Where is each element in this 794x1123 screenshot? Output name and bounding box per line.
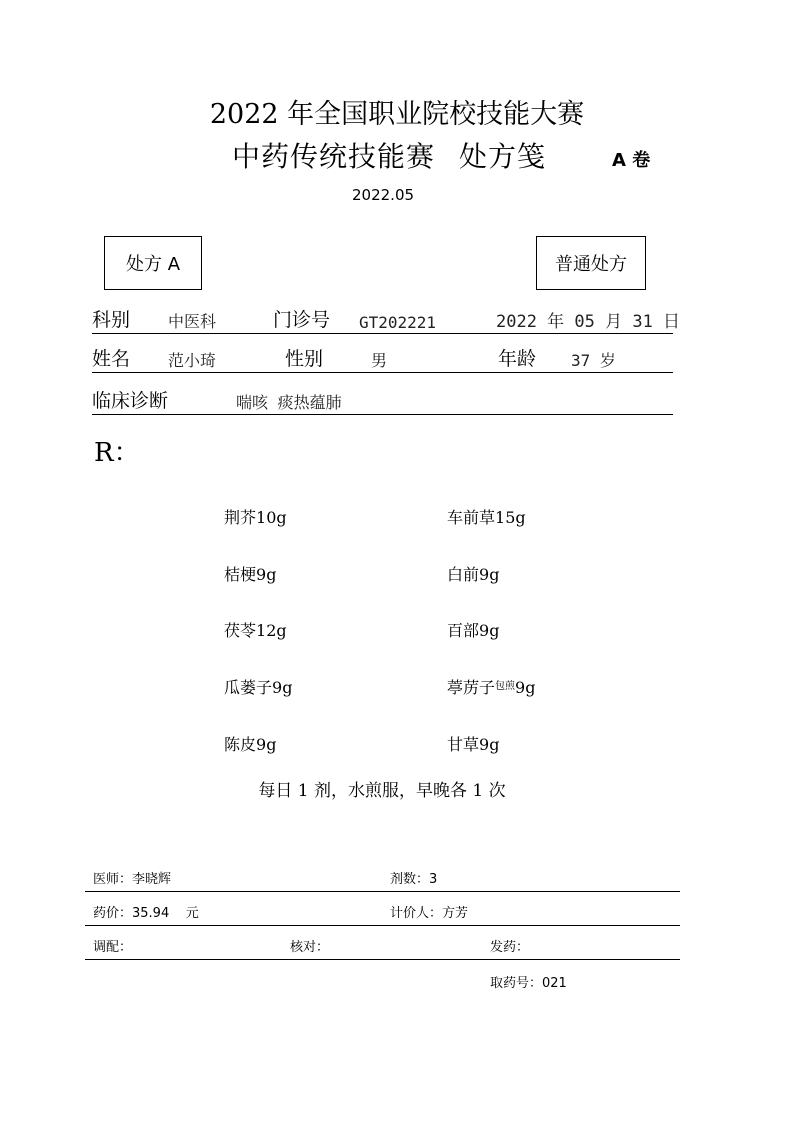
herb-item: 白前9g — [447, 565, 500, 584]
gender-value: 男 — [371, 351, 388, 370]
pricer: 计价人：方芳 — [390, 906, 469, 921]
herb-item: 桔梗9g — [224, 565, 277, 584]
visit-date: 2022 年 05 月 31 日 — [496, 312, 681, 332]
exam-date: 2022.05 — [352, 186, 415, 204]
dept-label: 科别 — [92, 309, 131, 331]
rx-symbol: R： — [94, 438, 140, 468]
volume-label: A 卷 — [612, 150, 651, 171]
dispense: 调配： — [93, 940, 133, 955]
usage-instructions: 每日 1 剂，水煎服，早晚各 1 次 — [258, 781, 506, 801]
name-label: 姓名 — [92, 348, 131, 370]
age-label: 年龄 — [498, 348, 537, 370]
footer-row-2 — [85, 901, 680, 926]
herb-item: 陈皮9g — [224, 735, 277, 754]
dept-value: 中医科 — [168, 312, 217, 331]
herb-item: 瓜蒌子9g — [224, 678, 293, 697]
title-competition: 中药传统技能赛 — [232, 140, 436, 173]
title-line-2 — [232, 135, 546, 175]
doctor: 医师：李晓辉 — [93, 872, 172, 887]
check: 核对： — [290, 940, 330, 955]
diagnosis-row — [92, 388, 673, 415]
herb-item: 甘草9g — [447, 735, 500, 754]
pickup-number: 取药号：021 — [490, 976, 567, 991]
age-value: 37 岁 — [571, 351, 616, 370]
herb-item: 茯苓12g — [224, 621, 287, 640]
dose-count: 剂数：3 — [390, 872, 438, 887]
clinic-value: GT202221 — [359, 313, 437, 332]
herb-item: 荆芥10g — [224, 508, 287, 527]
prescription-type-box: 普通处方 — [536, 236, 646, 290]
diagnosis-label: 临床诊断 — [92, 390, 169, 412]
price: 药价：35.94 元 — [93, 906, 199, 921]
herb-item: 百部9g — [447, 621, 500, 640]
prescription-box: 处方 A — [104, 236, 202, 290]
herb-note: 包煎 — [495, 681, 516, 692]
diagnosis-value: 喘咳 痰热蕴肺 — [236, 393, 342, 412]
herb-item: 葶苈子$^{包煎}$9g — [447, 678, 536, 697]
clinic-label: 门诊号 — [273, 309, 331, 331]
footer-row-1 — [85, 867, 680, 892]
title-prescription: 处方笺 — [459, 140, 547, 173]
title-line-1: 2022 年全国职业院校技能大赛 — [209, 99, 585, 130]
name-value: 范小琦 — [168, 351, 217, 370]
issue: 发药： — [490, 940, 530, 955]
footer-row-3 — [85, 935, 680, 960]
patient-row — [92, 346, 673, 373]
herb-item: 车前草15g — [447, 508, 526, 527]
gender-label: 性别 — [285, 348, 324, 370]
dept-row — [92, 307, 681, 334]
